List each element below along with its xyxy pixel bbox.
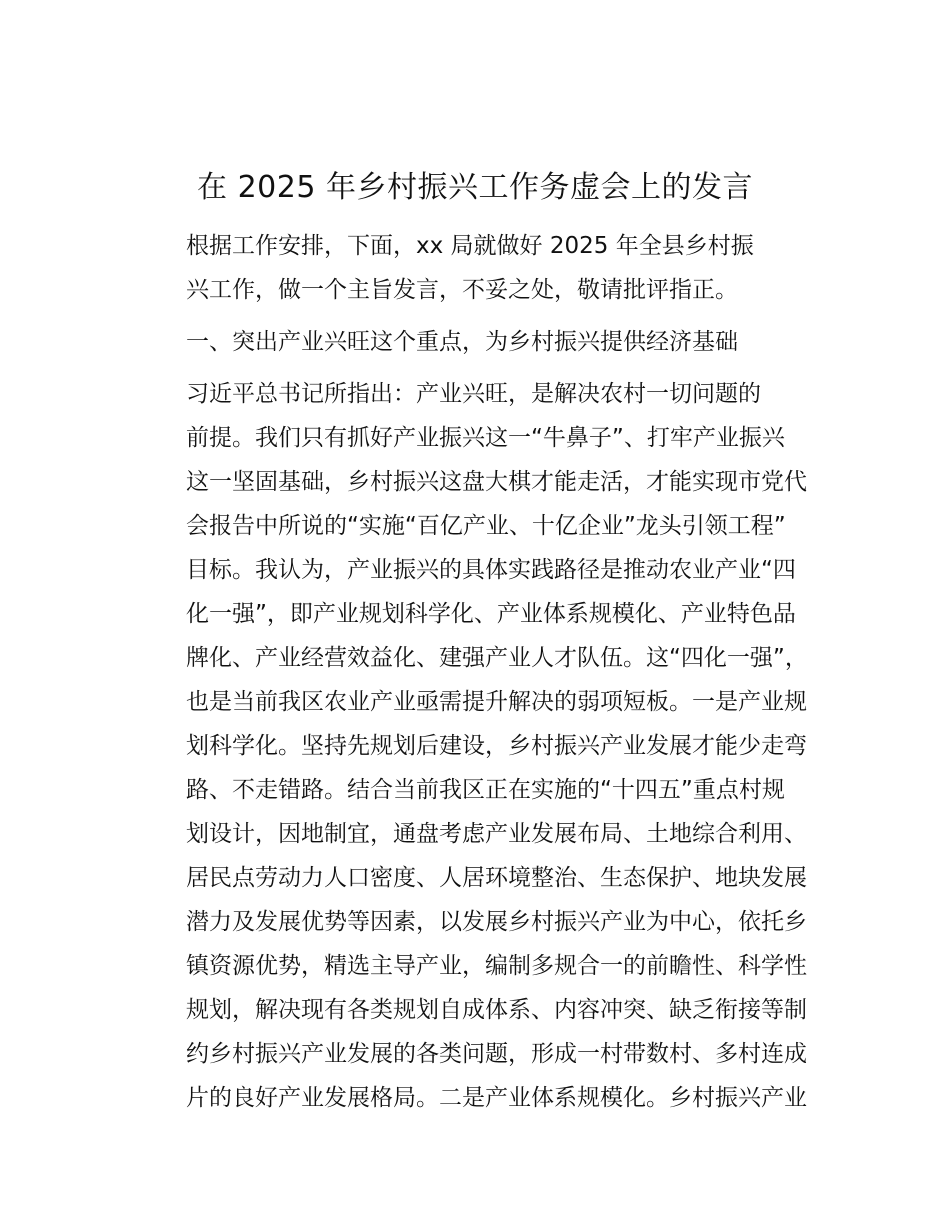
- text-line: 习近平总书记所指出：产业兴旺，是解决农村一切问题的: [186, 381, 761, 407]
- document-body: [140, 224, 810, 1120]
- intro-paragraph: [140, 224, 810, 312]
- text-line: 这一坚固基础，乡村振兴这盘大棋才能走活，才能实现市党代: [186, 469, 807, 495]
- text-line: 根据工作安排，下面，xx 局就做好 2025 年全县乡村振: [186, 233, 754, 259]
- text-line: 镇资源优势，精选主导产业，编制多规合一的前瞻性、科学性: [186, 953, 807, 979]
- text-line: 目标。我认为，产业振兴的具体实践路径是推动农业产业“四: [186, 557, 796, 583]
- text-line: 潜力及发展优势等因素，以发展乡村振兴产业为中心，依托乡: [186, 909, 807, 935]
- section-heading: [140, 320, 810, 364]
- text-line: 片的良好产业发展格局。二是产业体系规模化。乡村振兴产业: [186, 1085, 807, 1111]
- text-line: 一、突出产业兴旺这个重点，为乡村振兴提供经济基础: [186, 329, 738, 355]
- text-line: 化一强”，即产业规划科学化、产业体系规模化、产业特色品: [186, 601, 796, 627]
- text-line: 规划，解决现有各类规划自成体系、内容冲突、缺乏衔接等制: [186, 997, 807, 1023]
- document-title: 在 2025 年乡村振兴工作务虚会上的发言: [197, 170, 753, 205]
- text-line: 会报告中所说的“实施“百亿产业、十亿企业”龙头引领工程”: [186, 513, 786, 539]
- text-line: 划设计，因地制宜，通盘考虑产业发展布局、土地综合利用、: [186, 821, 807, 847]
- text-line: 居民点劳动力人口密度、人居环境整治、生态保护、地块发展: [186, 865, 807, 891]
- text-line: 路、不走错路。结合当前我区正在实施的“十四五”重点村规: [186, 777, 785, 803]
- text-line: 划科学化。坚持先规划后建设，乡村振兴产业发展才能少走弯: [186, 733, 807, 759]
- text-line: 也是当前我区农业产业亟需提升解决的弱项短板。一是产业规: [186, 689, 807, 715]
- text-line: 牌化、产业经营效益化、建强产业人才队伍。这“四化一强”，: [186, 645, 808, 671]
- text-line: 约乡村振兴产业发展的各类问题，形成一村带数村、多村连成: [186, 1041, 807, 1067]
- text-line: 前提。我们只有抓好产业振兴这一“牛鼻子”、打牢产业振兴: [186, 425, 785, 451]
- body-paragraph: [140, 372, 810, 1120]
- text-line: 兴工作，做一个主旨发言，不妥之处，敬请批评指正。: [186, 277, 738, 303]
